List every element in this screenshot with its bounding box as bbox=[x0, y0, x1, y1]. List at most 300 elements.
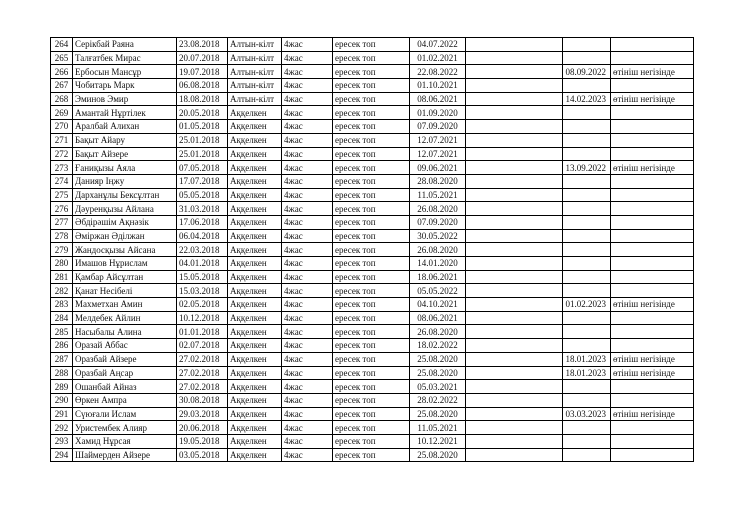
table-row bbox=[51, 284, 694, 298]
departure-date: 18.01.2023 bbox=[563, 352, 611, 366]
group-name: Аққелкен bbox=[228, 421, 282, 435]
group-level: ересек топ bbox=[333, 51, 410, 65]
departure-date bbox=[563, 448, 611, 462]
row-number: 291 bbox=[51, 407, 73, 421]
departure-date bbox=[563, 120, 611, 134]
birth-date: 20.05.2018 bbox=[177, 106, 228, 120]
blank-cell bbox=[466, 421, 563, 435]
departure-reason bbox=[611, 270, 694, 284]
child-name: Бақыт Айару bbox=[73, 133, 177, 147]
child-name: Уристембек Алияр bbox=[73, 421, 177, 435]
departure-reason bbox=[611, 243, 694, 257]
admission-date: 05.05.2022 bbox=[410, 284, 466, 298]
group-name: Аққелкен bbox=[228, 434, 282, 448]
child-name: Эминов Эмир bbox=[73, 92, 177, 106]
blank-cell bbox=[466, 65, 563, 79]
row-number: 277 bbox=[51, 215, 73, 229]
departure-reason bbox=[611, 311, 694, 325]
blank-cell bbox=[466, 393, 563, 407]
age: 4жас bbox=[282, 215, 333, 229]
table-row bbox=[51, 188, 694, 202]
departure-date: 13.09.2022 bbox=[563, 161, 611, 175]
birth-date: 02.05.2018 bbox=[177, 298, 228, 312]
row-number: 276 bbox=[51, 202, 73, 216]
blank-cell bbox=[466, 311, 563, 325]
departure-reason: өтініш негізінде bbox=[611, 65, 694, 79]
age: 4жас bbox=[282, 366, 333, 380]
age: 4жас bbox=[282, 434, 333, 448]
departure-date bbox=[563, 79, 611, 93]
age: 4жас bbox=[282, 174, 333, 188]
blank-cell bbox=[466, 161, 563, 175]
blank-cell bbox=[466, 448, 563, 462]
child-name: Ошанбай Айназ bbox=[73, 380, 177, 394]
departure-date: 14.02.2023 bbox=[563, 92, 611, 106]
departure-date bbox=[563, 174, 611, 188]
age: 4жас bbox=[282, 188, 333, 202]
row-number: 287 bbox=[51, 352, 73, 366]
table-row bbox=[51, 298, 694, 312]
row-number: 273 bbox=[51, 161, 73, 175]
age: 4жас bbox=[282, 79, 333, 93]
departure-date bbox=[563, 434, 611, 448]
child-name: Бақыт Айзере bbox=[73, 147, 177, 161]
group-name: Аққелкен bbox=[228, 161, 282, 175]
child-name: Оразбай Айзере bbox=[73, 352, 177, 366]
blank-cell bbox=[466, 92, 563, 106]
birth-date: 20.07.2018 bbox=[177, 51, 228, 65]
departure-date bbox=[563, 421, 611, 435]
birth-date: 23.08.2018 bbox=[177, 38, 228, 52]
row-number: 268 bbox=[51, 92, 73, 106]
age: 4жас bbox=[282, 325, 333, 339]
departure-reason bbox=[611, 51, 694, 65]
admission-date: 25.08.2020 bbox=[410, 366, 466, 380]
child-name: Қанат Несібелі bbox=[73, 284, 177, 298]
admission-date: 08.06.2021 bbox=[410, 92, 466, 106]
child-name: Имашов Нұрислам bbox=[73, 257, 177, 271]
age: 4жас bbox=[282, 106, 333, 120]
birth-date: 17.07.2018 bbox=[177, 174, 228, 188]
child-name: Жандосқызы Айсана bbox=[73, 243, 177, 257]
group-level: ересек топ bbox=[333, 120, 410, 134]
admission-date: 18.06.2021 bbox=[410, 270, 466, 284]
group-level: ересек топ bbox=[333, 366, 410, 380]
group-name: Аққелкен bbox=[228, 339, 282, 353]
group-name: Аққелкен bbox=[228, 243, 282, 257]
admission-date: 04.07.2022 bbox=[410, 38, 466, 52]
departure-date bbox=[563, 106, 611, 120]
blank-cell bbox=[466, 407, 563, 421]
table-row bbox=[51, 229, 694, 243]
departure-reason bbox=[611, 257, 694, 271]
admission-date: 12.07.2021 bbox=[410, 147, 466, 161]
group-name: Аққелкен bbox=[228, 311, 282, 325]
birth-date: 20.06.2018 bbox=[177, 421, 228, 435]
blank-cell bbox=[466, 106, 563, 120]
age: 4жас bbox=[282, 380, 333, 394]
departure-reason bbox=[611, 339, 694, 353]
group-level: ересек топ bbox=[333, 298, 410, 312]
age: 4жас bbox=[282, 339, 333, 353]
age: 4жас bbox=[282, 352, 333, 366]
age: 4жас bbox=[282, 38, 333, 52]
birth-date: 15.05.2018 bbox=[177, 270, 228, 284]
age: 4жас bbox=[282, 407, 333, 421]
table-row bbox=[51, 202, 694, 216]
row-number: 274 bbox=[51, 174, 73, 188]
child-name: Өркен Ампра bbox=[73, 393, 177, 407]
departure-reason bbox=[611, 229, 694, 243]
group-level: ересек топ bbox=[333, 133, 410, 147]
child-name: Ербосын Мансұр bbox=[73, 65, 177, 79]
age: 4жас bbox=[282, 133, 333, 147]
table-row bbox=[51, 51, 694, 65]
blank-cell bbox=[466, 298, 563, 312]
birth-date: 19.07.2018 bbox=[177, 65, 228, 79]
admission-date: 05.03.2021 bbox=[410, 380, 466, 394]
admission-date: 07.09.2020 bbox=[410, 215, 466, 229]
group-name: Алтын-кілт bbox=[228, 51, 282, 65]
age: 4жас bbox=[282, 298, 333, 312]
birth-date: 01.01.2018 bbox=[177, 325, 228, 339]
blank-cell bbox=[466, 215, 563, 229]
birth-date: 15.03.2018 bbox=[177, 284, 228, 298]
row-number: 281 bbox=[51, 270, 73, 284]
departure-date: 03.03.2023 bbox=[563, 407, 611, 421]
group-level: ересек топ bbox=[333, 380, 410, 394]
admission-date: 30.05.2022 bbox=[410, 229, 466, 243]
table-row bbox=[51, 38, 694, 52]
departure-reason: өтініш негізінде bbox=[611, 92, 694, 106]
departure-date bbox=[563, 202, 611, 216]
admission-date: 25.08.2020 bbox=[410, 407, 466, 421]
row-number: 266 bbox=[51, 65, 73, 79]
table-row bbox=[51, 407, 694, 421]
group-name: Алтын-кілт bbox=[228, 65, 282, 79]
age: 4жас bbox=[282, 448, 333, 462]
age: 4жас bbox=[282, 65, 333, 79]
row-number: 279 bbox=[51, 243, 73, 257]
blank-cell bbox=[466, 51, 563, 65]
group-name: Алтын-кілт bbox=[228, 92, 282, 106]
departure-date bbox=[563, 229, 611, 243]
child-name: Әбдірәшім Ақнәзік bbox=[73, 215, 177, 229]
row-number: 292 bbox=[51, 421, 73, 435]
group-level: ересек топ bbox=[333, 284, 410, 298]
age: 4жас bbox=[282, 229, 333, 243]
group-name: Аққелкен bbox=[228, 380, 282, 394]
age: 4жас bbox=[282, 92, 333, 106]
birth-date: 06.08.2018 bbox=[177, 79, 228, 93]
admission-date: 25.08.2020 bbox=[410, 448, 466, 462]
row-number: 293 bbox=[51, 434, 73, 448]
blank-cell bbox=[466, 79, 563, 93]
departure-date bbox=[563, 147, 611, 161]
admission-date: 22.08.2022 bbox=[410, 65, 466, 79]
birth-date: 27.02.2018 bbox=[177, 380, 228, 394]
group-name: Алтын-кілт bbox=[228, 79, 282, 93]
table-row bbox=[51, 92, 694, 106]
group-name: Аққелкен bbox=[228, 284, 282, 298]
child-name: Оразай Аббас bbox=[73, 339, 177, 353]
birth-date: 18.08.2018 bbox=[177, 92, 228, 106]
table-row bbox=[51, 380, 694, 394]
departure-reason: өтініш негізінде bbox=[611, 161, 694, 175]
table-row bbox=[51, 270, 694, 284]
table-row bbox=[51, 257, 694, 271]
admission-date: 11.05.2021 bbox=[410, 421, 466, 435]
blank-cell bbox=[466, 325, 563, 339]
departure-date bbox=[563, 393, 611, 407]
admission-date: 09.06.2021 bbox=[410, 161, 466, 175]
registry-table bbox=[50, 37, 694, 462]
group-level: ересек топ bbox=[333, 311, 410, 325]
departure-reason bbox=[611, 284, 694, 298]
departure-reason bbox=[611, 120, 694, 134]
group-name: Аққелкен bbox=[228, 133, 282, 147]
group-name: Аққелкен bbox=[228, 393, 282, 407]
table-row bbox=[51, 421, 694, 435]
group-level: ересек топ bbox=[333, 92, 410, 106]
age: 4жас bbox=[282, 161, 333, 175]
birth-date: 31.03.2018 bbox=[177, 202, 228, 216]
blank-cell bbox=[466, 229, 563, 243]
blank-cell bbox=[466, 147, 563, 161]
row-number: 285 bbox=[51, 325, 73, 339]
departure-date bbox=[563, 188, 611, 202]
group-level: ересек топ bbox=[333, 202, 410, 216]
departure-date bbox=[563, 257, 611, 271]
group-level: ересек топ bbox=[333, 188, 410, 202]
child-name: Талғатбек Мирас bbox=[73, 51, 177, 65]
group-level: ересек топ bbox=[333, 270, 410, 284]
admission-date: 26.08.2020 bbox=[410, 202, 466, 216]
blank-cell bbox=[466, 133, 563, 147]
age: 4жас bbox=[282, 270, 333, 284]
row-number: 284 bbox=[51, 311, 73, 325]
child-name: Сүюғали Ислам bbox=[73, 407, 177, 421]
group-level: ересек топ bbox=[333, 65, 410, 79]
table-row bbox=[51, 106, 694, 120]
departure-reason: өтініш негізінде bbox=[611, 407, 694, 421]
age: 4жас bbox=[282, 147, 333, 161]
blank-cell bbox=[466, 38, 563, 52]
departure-reason bbox=[611, 133, 694, 147]
table-row bbox=[51, 434, 694, 448]
departure-reason bbox=[611, 393, 694, 407]
table-row bbox=[51, 79, 694, 93]
age: 4жас bbox=[282, 393, 333, 407]
table-row bbox=[51, 120, 694, 134]
group-name: Аққелкен bbox=[228, 366, 282, 380]
departure-date bbox=[563, 284, 611, 298]
row-number: 275 bbox=[51, 188, 73, 202]
birth-date: 29.03.2018 bbox=[177, 407, 228, 421]
child-name: Әміржан Әділжан bbox=[73, 229, 177, 243]
table-row bbox=[51, 352, 694, 366]
departure-date bbox=[563, 380, 611, 394]
group-level: ересек топ bbox=[333, 352, 410, 366]
group-level: ересек топ bbox=[333, 215, 410, 229]
group-level: ересек топ bbox=[333, 174, 410, 188]
child-name: Мелдебек Айлин bbox=[73, 311, 177, 325]
table-row bbox=[51, 147, 694, 161]
child-name: Аралбай Алихан bbox=[73, 120, 177, 134]
departure-reason bbox=[611, 421, 694, 435]
group-level: ересек топ bbox=[333, 79, 410, 93]
admission-date: 08.06.2021 bbox=[410, 311, 466, 325]
birth-date: 06.04.2018 bbox=[177, 229, 228, 243]
child-name: Дәуренқызы Айлана bbox=[73, 202, 177, 216]
child-name: Дарханұлы Бексұлтан bbox=[73, 188, 177, 202]
row-number: 271 bbox=[51, 133, 73, 147]
departure-date: 08.09.2022 bbox=[563, 65, 611, 79]
blank-cell bbox=[466, 270, 563, 284]
child-name: Ғаниқызы Аяла bbox=[73, 161, 177, 175]
blank-cell bbox=[466, 339, 563, 353]
group-level: ересек топ bbox=[333, 229, 410, 243]
birth-date: 02.07.2018 bbox=[177, 339, 228, 353]
row-number: 289 bbox=[51, 380, 73, 394]
admission-date: 10.12.2021 bbox=[410, 434, 466, 448]
table-row bbox=[51, 65, 694, 79]
birth-date: 10.12.2018 bbox=[177, 311, 228, 325]
departure-date bbox=[563, 133, 611, 147]
row-number: 280 bbox=[51, 257, 73, 271]
age: 4жас bbox=[282, 120, 333, 134]
group-name: Аққелкен bbox=[228, 106, 282, 120]
birth-date: 22.03.2018 bbox=[177, 243, 228, 257]
row-number: 269 bbox=[51, 106, 73, 120]
row-number: 282 bbox=[51, 284, 73, 298]
group-level: ересек топ bbox=[333, 393, 410, 407]
table-row bbox=[51, 215, 694, 229]
group-name: Аққелкен bbox=[228, 202, 282, 216]
group-name: Аққелкен bbox=[228, 325, 282, 339]
birth-date: 19.05.2018 bbox=[177, 434, 228, 448]
group-level: ересек топ bbox=[333, 421, 410, 435]
table-row bbox=[51, 339, 694, 353]
table-row bbox=[51, 161, 694, 175]
age: 4жас bbox=[282, 284, 333, 298]
admission-date: 01.10.2021 bbox=[410, 79, 466, 93]
birth-date: 17.06.2018 bbox=[177, 215, 228, 229]
admission-date: 18.02.2022 bbox=[410, 339, 466, 353]
age: 4жас bbox=[282, 243, 333, 257]
table-row bbox=[51, 311, 694, 325]
row-number: 264 bbox=[51, 38, 73, 52]
blank-cell bbox=[466, 257, 563, 271]
departure-reason bbox=[611, 79, 694, 93]
blank-cell bbox=[466, 188, 563, 202]
group-name: Аққелкен bbox=[228, 174, 282, 188]
child-name: Насыбалы Алина bbox=[73, 325, 177, 339]
row-number: 267 bbox=[51, 79, 73, 93]
departure-date bbox=[563, 243, 611, 257]
table-row bbox=[51, 366, 694, 380]
birth-date: 01.05.2018 bbox=[177, 120, 228, 134]
group-name: Аққелкен bbox=[228, 215, 282, 229]
group-name: Алтын-кілт bbox=[228, 38, 282, 52]
group-name: Аққелкен bbox=[228, 229, 282, 243]
admission-date: 11.05.2021 bbox=[410, 188, 466, 202]
row-number: 278 bbox=[51, 229, 73, 243]
departure-reason bbox=[611, 106, 694, 120]
birth-date: 27.02.2018 bbox=[177, 366, 228, 380]
age: 4жас bbox=[282, 421, 333, 435]
departure-reason bbox=[611, 174, 694, 188]
group-level: ересек топ bbox=[333, 434, 410, 448]
row-number: 272 bbox=[51, 147, 73, 161]
departure-reason bbox=[611, 448, 694, 462]
admission-date: 26.08.2020 bbox=[410, 243, 466, 257]
child-name: Чобитарь Марк bbox=[73, 79, 177, 93]
blank-cell bbox=[466, 174, 563, 188]
row-number: 286 bbox=[51, 339, 73, 353]
admission-date: 04.10.2021 bbox=[410, 298, 466, 312]
table-row bbox=[51, 133, 694, 147]
group-name: Аққелкен bbox=[228, 188, 282, 202]
row-number: 265 bbox=[51, 51, 73, 65]
departure-reason bbox=[611, 434, 694, 448]
blank-cell bbox=[466, 434, 563, 448]
blank-cell bbox=[466, 120, 563, 134]
admission-date: 25.08.2020 bbox=[410, 352, 466, 366]
group-name: Аққелкен bbox=[228, 352, 282, 366]
departure-date bbox=[563, 325, 611, 339]
row-number: 270 bbox=[51, 120, 73, 134]
table-row bbox=[51, 393, 694, 407]
row-number: 290 bbox=[51, 393, 73, 407]
group-level: ересек топ bbox=[333, 38, 410, 52]
row-number: 294 bbox=[51, 448, 73, 462]
age: 4жас bbox=[282, 202, 333, 216]
group-level: ересек топ bbox=[333, 243, 410, 257]
admission-date: 07.09.2020 bbox=[410, 120, 466, 134]
age: 4жас bbox=[282, 257, 333, 271]
child-name: Қамбар Айсұлтан bbox=[73, 270, 177, 284]
departure-reason: өтініш негізінде bbox=[611, 366, 694, 380]
group-level: ересек топ bbox=[333, 257, 410, 271]
departure-reason bbox=[611, 215, 694, 229]
admission-date: 12.07.2021 bbox=[410, 133, 466, 147]
departure-reason bbox=[611, 202, 694, 216]
departure-reason: өтініш негізінде bbox=[611, 352, 694, 366]
group-level: ересек топ bbox=[333, 325, 410, 339]
departure-date bbox=[563, 51, 611, 65]
row-number: 288 bbox=[51, 366, 73, 380]
group-name: Аққелкен bbox=[228, 448, 282, 462]
age: 4жас bbox=[282, 311, 333, 325]
departure-date bbox=[563, 215, 611, 229]
departure-reason bbox=[611, 188, 694, 202]
blank-cell bbox=[466, 352, 563, 366]
group-level: ересек топ bbox=[333, 407, 410, 421]
child-name: Данияр Іңжу bbox=[73, 174, 177, 188]
group-name: Аққелкен bbox=[228, 257, 282, 271]
birth-date: 25.01.2018 bbox=[177, 147, 228, 161]
admission-date: 01.09.2020 bbox=[410, 106, 466, 120]
child-name: Оразбай Аңсар bbox=[73, 366, 177, 380]
blank-cell bbox=[466, 366, 563, 380]
group-name: Аққелкен bbox=[228, 270, 282, 284]
departure-reason bbox=[611, 380, 694, 394]
admission-date: 14.01.2020 bbox=[410, 257, 466, 271]
departure-date bbox=[563, 270, 611, 284]
blank-cell bbox=[466, 380, 563, 394]
table-row bbox=[51, 174, 694, 188]
